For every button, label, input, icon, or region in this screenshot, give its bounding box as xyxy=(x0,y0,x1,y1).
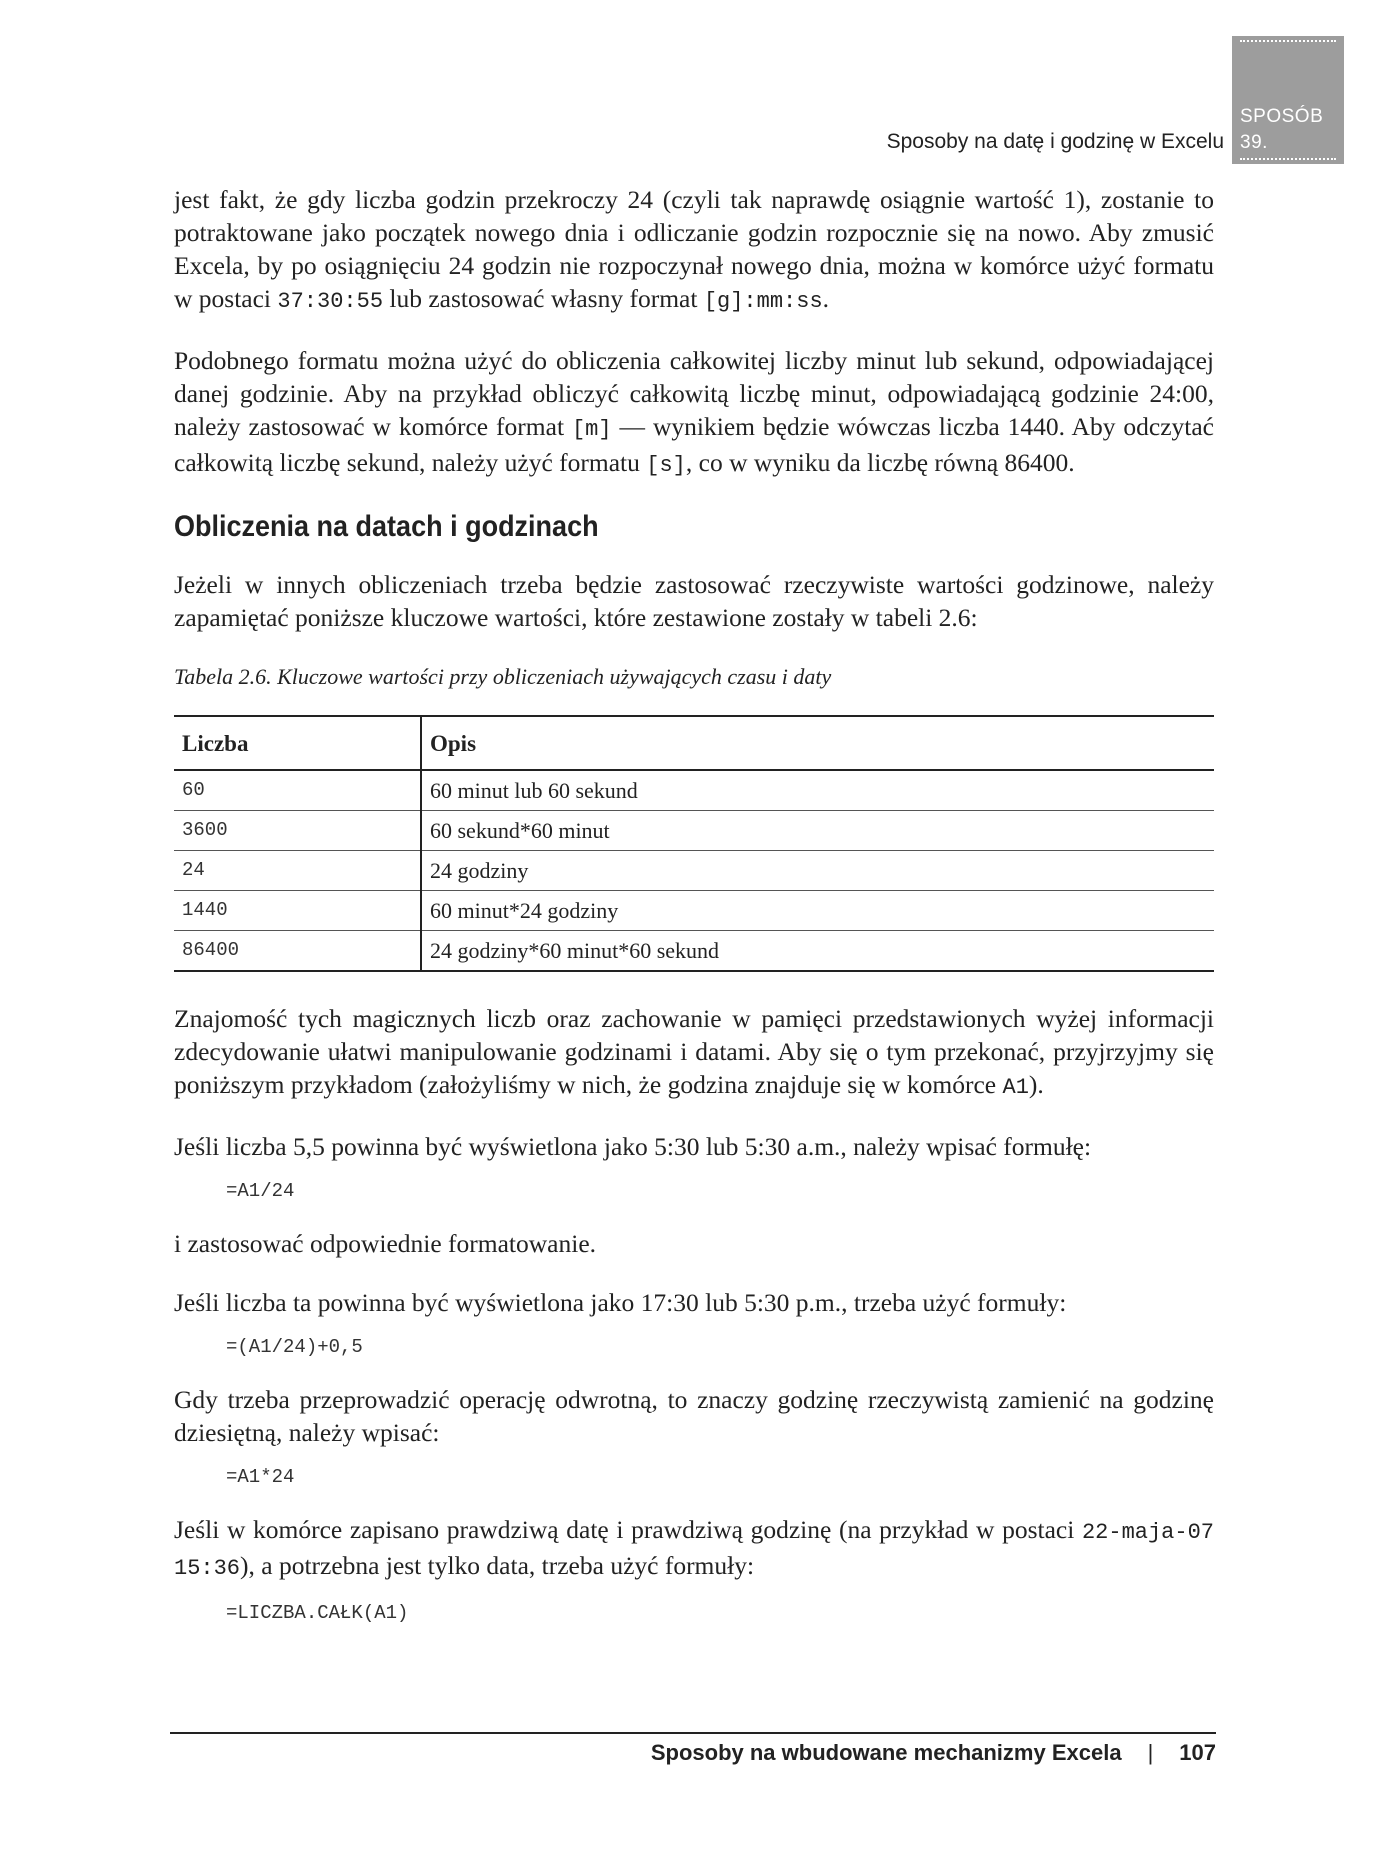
footer-rule xyxy=(170,1732,1216,1734)
page-content xyxy=(174,183,1214,1649)
tab-label: SPOSÓB xyxy=(1240,106,1324,127)
paragraph-9: Jeśli w komórce zapisano prawdziwą datę i prawdziwą godzinę (na przykład w postaci 22-maja-07 15:36), a potrzebna jest tylko data, trzeba użyć formuły: xyxy=(174,1515,1214,1581)
page-footer xyxy=(651,1740,1216,1766)
table-cell-number: 1440 xyxy=(174,891,421,931)
paragraph-6: i zastosować odpowiednie formatowanie. xyxy=(174,1229,597,1258)
code-example-1: =A1/24 xyxy=(226,1180,295,1202)
inline-code: [m] xyxy=(571,417,612,442)
page-number: 107 xyxy=(1179,1740,1216,1765)
table-cell-number: 24 xyxy=(174,851,421,891)
table-header-row xyxy=(174,716,1214,770)
tab-number: 39. xyxy=(1240,132,1268,153)
inline-code: [g]:mm:ss xyxy=(703,289,823,314)
paragraph-4: Znajomość tych magicznych liczb oraz zachowanie w pamięci przedstawionych wyżej informacji zdecydowanie ułatwi manipulowanie godzinami i datami. Aby się o tym przekonać, przyjrzyjmy się poniższym przykładom (założyliśmy w nich, że godzina znajduje się w komórce A1). xyxy=(174,1004,1214,1100)
table-cell-description: 60 minut lub 60 sekund xyxy=(421,770,1214,811)
table-row xyxy=(174,931,1214,972)
table-row xyxy=(174,891,1214,931)
inline-code: 22-maja-07 15:36 xyxy=(174,1520,1214,1581)
inline-code: 37:30:55 xyxy=(277,289,384,314)
paragraph-2: Podobnego formatu można użyć do obliczenia całkowitej liczby minut lub sekund, odpowiadającej danej godzinie. Aby na przykład obliczyć całkowitą liczbę minut, odpowiadającą godzinie 24:00, należy zastosować w komórce format [m] — wynikiem będzie wówczas liczba 1440. Aby odczytać całkowitą liczbę sekund, należy użyć formatu [s], co w wyniku da liczbę równą 86400. xyxy=(174,346,1214,478)
paragraph-8: Gdy trzeba przeprowadzić operację odwrotną, to znaczy godzinę rzeczywistą zamienić na godzinę dziesiętną, należy wpisać: xyxy=(174,1385,1214,1447)
chapter-tab xyxy=(1232,36,1344,164)
key-values-table xyxy=(174,715,1214,972)
code-example-2: =(A1/24)+0,5 xyxy=(226,1336,363,1358)
table-cell-description: 60 sekund*60 minut xyxy=(421,811,1214,851)
code-example-4: =LICZBA.CAŁK(A1) xyxy=(226,1602,409,1624)
paragraph-1: jest fakt, że gdy liczba godzin przekroczy 24 (czyli tak naprawdę osiągnie wartość 1), zostanie to potraktowane jako początek nowego dnia i odliczanie godzin rozpocznie się na nowo. Aby zmusić Excela, by po osiągnięciu 24 godzin nie rozpoczynał nowego dnia, można w komórce użyć formatu w postaci 37:30:55 lub zastosować własny format [g]:mm:ss. xyxy=(174,185,1214,314)
table-cell-description: 24 godziny xyxy=(421,851,1214,891)
table-row xyxy=(174,770,1214,811)
tab-dots-bottom xyxy=(1240,158,1336,160)
footer-separator: | xyxy=(1147,1740,1154,1765)
table-cell-number: 86400 xyxy=(174,931,421,972)
code-example-3: =A1*24 xyxy=(226,1466,295,1488)
paragraph-5: Jeśli liczba 5,5 powinna być wyświetlona jako 5:30 lub 5:30 a.m., należy wpisać formułę: xyxy=(174,1132,1092,1161)
section-title: Obliczenia na datach i godzinach xyxy=(174,510,599,543)
table-row xyxy=(174,851,1214,891)
tab-dots-top xyxy=(1240,40,1336,42)
table-row xyxy=(174,811,1214,851)
table-cell-number: 60 xyxy=(174,770,421,811)
inline-code: A1 xyxy=(1002,1075,1029,1100)
column-header-description: Opis xyxy=(421,716,1214,770)
running-head: Sposoby na datę i godzinę w Excelu xyxy=(886,130,1224,153)
paragraph-3: Jeżeli w innych obliczeniach trzeba będzie zastosować rzeczywiste wartości godzinowe, należy zapamiętać poniższe kluczowe wartości, które zestawione zostały w tabeli 2.6: xyxy=(174,570,1214,632)
paragraph-7: Jeśli liczba ta powinna być wyświetlona jako 17:30 lub 5:30 p.m., trzeba użyć formuły: xyxy=(174,1288,1067,1317)
footer-title: Sposoby na wbudowane mechanizmy Excela xyxy=(650,1740,1122,1765)
table-cell-description: 60 minut*24 godziny xyxy=(421,891,1214,931)
table-caption: Tabela 2.6. Kluczowe wartości przy obliczeniach używających czasu i daty xyxy=(174,664,832,689)
inline-code: [s] xyxy=(646,453,686,478)
table-cell-description: 24 godziny*60 minut*60 sekund xyxy=(421,931,1214,972)
table-cell-number: 3600 xyxy=(174,811,421,851)
column-header-number: Liczba xyxy=(174,716,421,770)
